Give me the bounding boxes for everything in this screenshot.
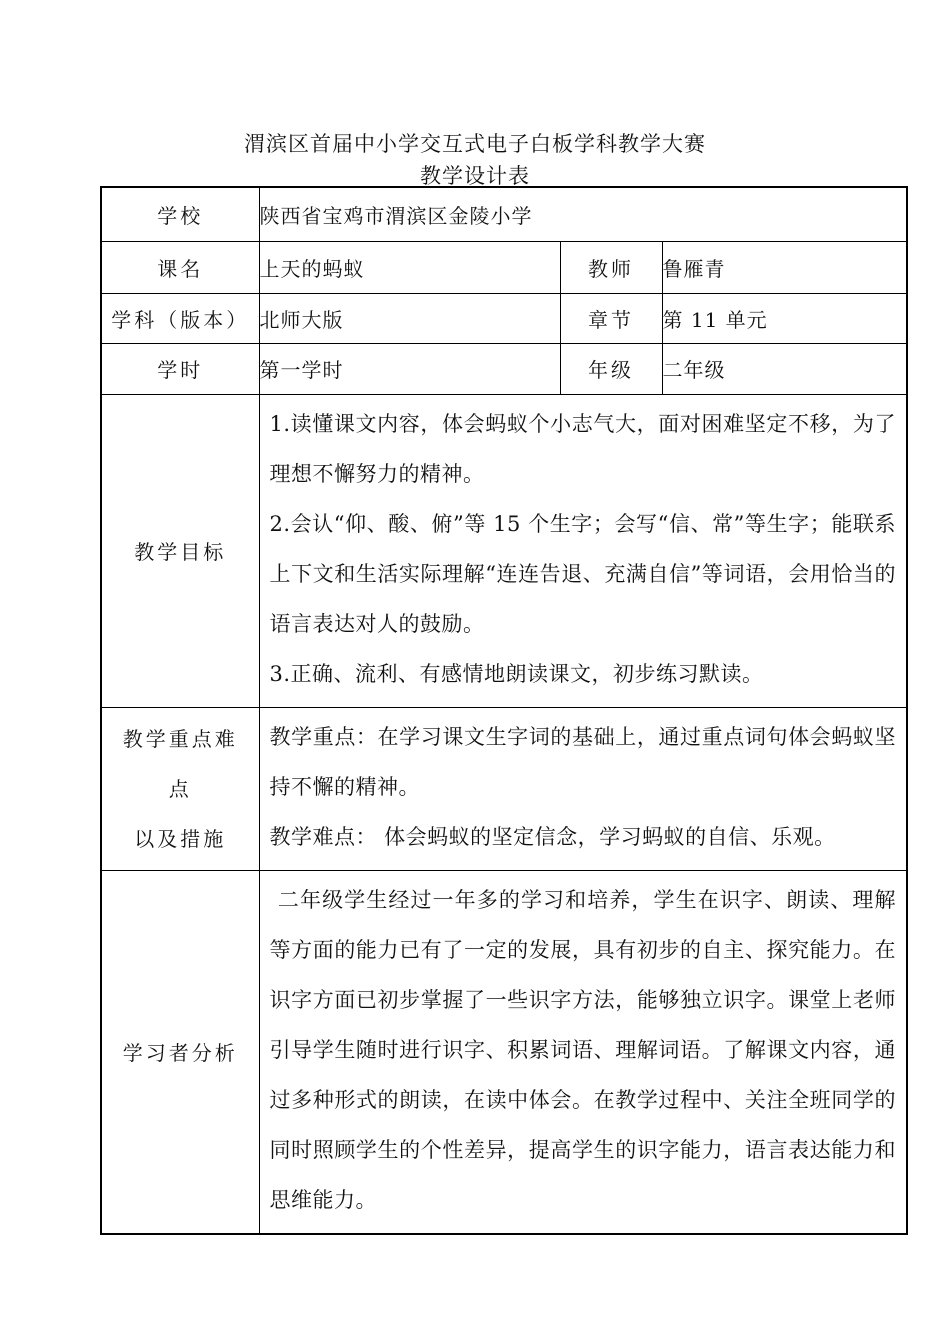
row-goals xyxy=(101,394,907,707)
keypoints-content xyxy=(259,707,907,870)
period-label: 学时 xyxy=(101,343,259,394)
course-label: 课名 xyxy=(101,241,259,293)
keypoint-item: 教学重点：在学习课文生字词的基础上，通过重点词句体会蚂蚁坚持不懈的精神。 xyxy=(269,724,896,799)
keypoints-label-line3: 以及措施 xyxy=(134,826,227,851)
chapter-label: 章节 xyxy=(560,293,662,343)
keypoint-item: 教学难点： 体会蚂蚁的坚定信念，学习蚂蚁的自信、乐观。 xyxy=(269,824,836,849)
row-learner xyxy=(101,870,907,1234)
row-school xyxy=(101,187,907,241)
goals-content xyxy=(259,394,907,707)
period-value: 第一学时 xyxy=(259,343,560,394)
subject-label: 学科（版本） xyxy=(101,293,259,343)
row-period xyxy=(101,343,907,394)
learner-label: 学习者分析 xyxy=(101,870,259,1234)
learner-content xyxy=(259,870,907,1234)
keypoints-label xyxy=(101,707,259,870)
document-subtitle: 教学设计表 xyxy=(420,164,530,188)
grade-value: 二年级 xyxy=(662,343,907,394)
teacher-value: 鲁雁青 xyxy=(662,241,907,293)
goal-item: 1.读懂课文内容，体会蚂蚁个小志气大，面对困难坚定不移，为了理想不懈努力的精神。 xyxy=(269,411,896,486)
subject-value: 北师大版 xyxy=(259,293,560,343)
lesson-design-table xyxy=(100,186,908,1235)
goal-item: 3.正确、流利、有感情地朗读课文，初步练习默读。 xyxy=(269,661,764,686)
school-label: 学校 xyxy=(101,187,259,241)
grade-label: 年级 xyxy=(560,343,662,394)
document-title: 渭滨区首届中小学交互式电子白板学科教学大赛 xyxy=(244,132,706,156)
teacher-label: 教师 xyxy=(560,241,662,293)
keypoints-label-line1: 教学重点难 xyxy=(122,726,238,751)
course-value: 上天的蚂蚁 xyxy=(259,241,560,293)
row-keypoints xyxy=(101,707,907,870)
learner-analysis-text: 二年级学生经过一年多的学习和培养，学生在识字、朗读、理解等方面的能力已有了一定的发展，具有初步的自主、探究能力。在识字方面已初步掌握了一些识字方法，能够独立识字。课堂上老师引导学生随时进行识字、积累词语、理解词语。了解课文内容，通过多种形式的朗读，在读中体会。在教学过程中、关注全班同学的同时照顾学生的个性差异，提高学生的识字能力，语言表达能力和思维能力。 xyxy=(269,887,896,1212)
goal-item: 2.会认“仰、酸、俯”等 15 个生字；会写“信、常”等生字；能联系上下文和生活实际理解“连连告退、充满自信”等词语，会用恰当的语言表达对人的鼓励。 xyxy=(269,511,896,636)
row-subject xyxy=(101,293,907,343)
keypoints-label-line2: 点 xyxy=(168,776,192,801)
goals-label: 教学目标 xyxy=(101,394,259,707)
row-course xyxy=(101,241,907,293)
chapter-value: 第 11 单元 xyxy=(662,293,907,343)
school-value: 陕西省宝鸡市渭滨区金陵小学 xyxy=(259,187,907,241)
